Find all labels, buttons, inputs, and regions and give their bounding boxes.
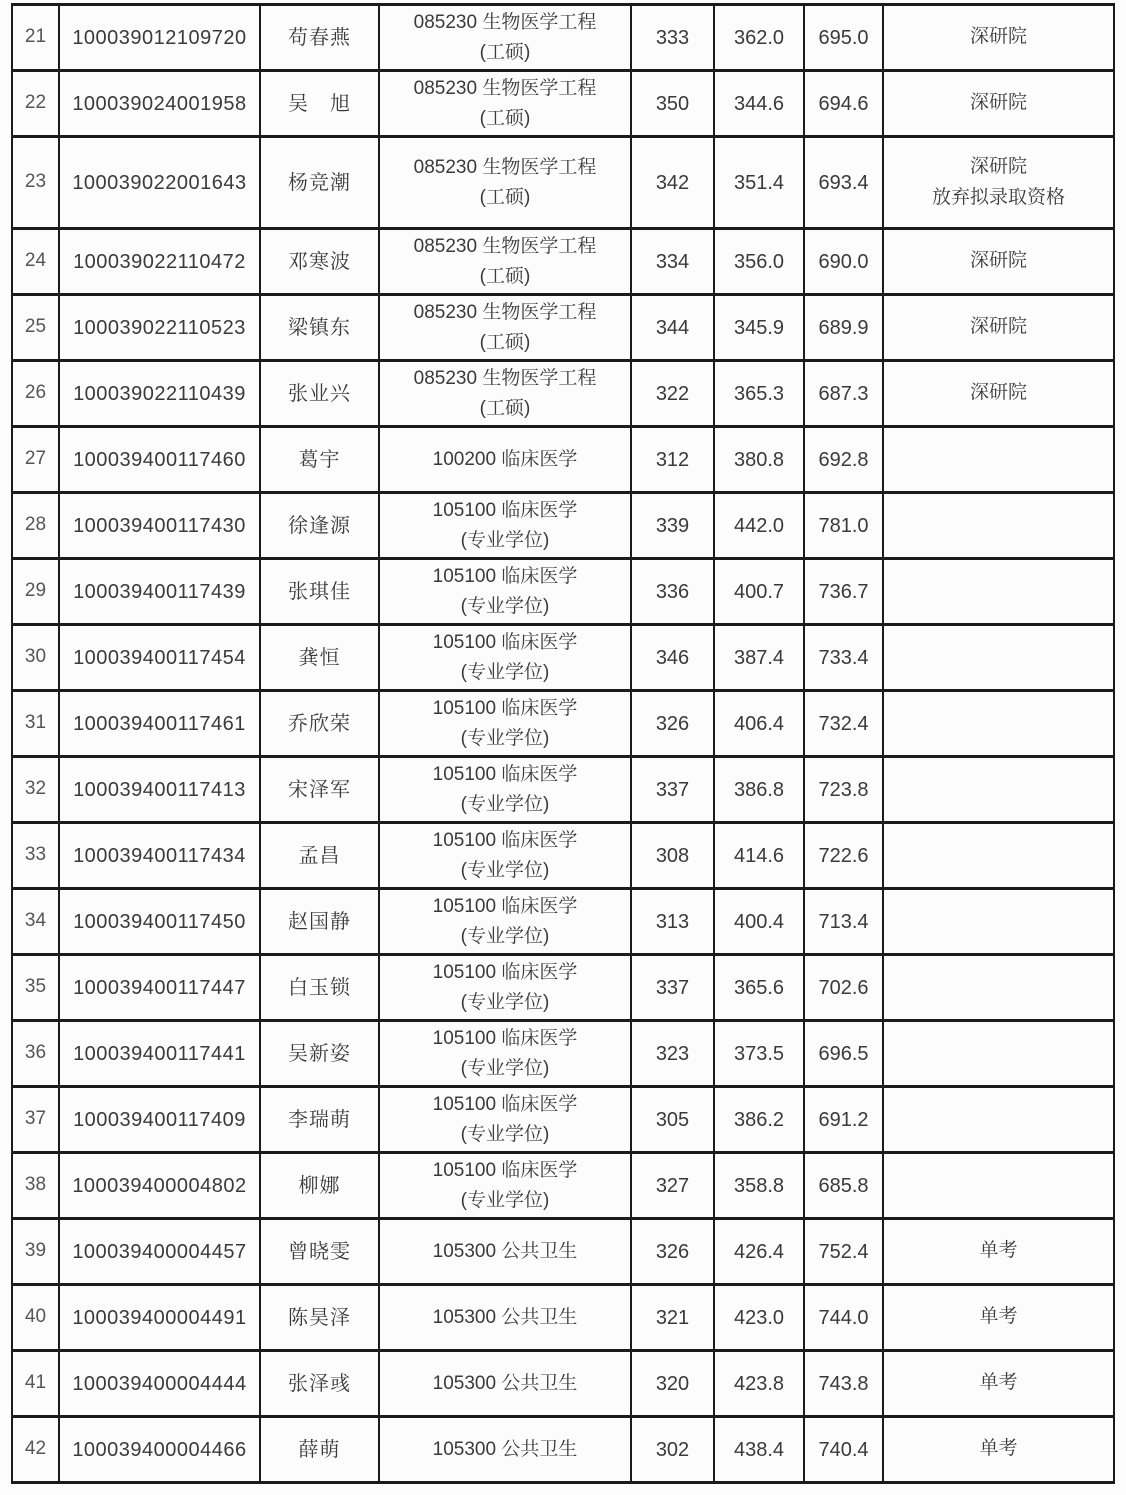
cell-retest-score: 400.7 [714,559,804,625]
cell-total-score: 781.0 [804,493,883,559]
cell-remark [883,559,1114,625]
cell-candidate-id: 100039024001958 [59,71,260,137]
cell-remark: 深研院 [883,361,1114,427]
cell-initial-score: 342 [631,137,714,229]
cell-row-number: 31 [12,691,59,757]
cell-major-program: 105100 临床医学 (专业学位) [379,559,631,625]
cell-row-number: 32 [12,757,59,823]
cell-row-number: 41 [12,1351,59,1417]
cell-remark [883,691,1114,757]
cell-retest-score: 438.4 [714,1417,804,1483]
cell-candidate-name: 徐逢源 [260,493,379,559]
cell-remark [883,1153,1114,1219]
cell-initial-score: 313 [631,889,714,955]
cell-major-program: 105100 临床医学 (专业学位) [379,823,631,889]
cell-major-program: 105100 临床医学 (专业学位) [379,1153,631,1219]
table-row [12,823,1114,889]
cell-initial-score: 302 [631,1417,714,1483]
cell-total-score: 690.0 [804,229,883,295]
cell-candidate-id: 100039400117447 [59,955,260,1021]
cell-row-number: 28 [12,493,59,559]
cell-major-program: 105100 临床医学 (专业学位) [379,757,631,823]
cell-candidate-id: 100039400004491 [59,1285,260,1351]
cell-candidate-name: 李瑞萌 [260,1087,379,1153]
cell-major-program: 085230 生物医学工程 (工硕) [379,229,631,295]
table-row [12,757,1114,823]
cell-row-number: 38 [12,1153,59,1219]
table-row [12,1021,1114,1087]
cell-remark [883,427,1114,493]
cell-remark: 单考 [883,1285,1114,1351]
cell-row-number: 35 [12,955,59,1021]
cell-row-number: 25 [12,295,59,361]
cell-candidate-id: 100039022110472 [59,229,260,295]
cell-candidate-id: 100039400004802 [59,1153,260,1219]
cell-major-program: 105100 临床医学 (专业学位) [379,625,631,691]
cell-retest-score: 400.4 [714,889,804,955]
cell-candidate-id: 100039022110439 [59,361,260,427]
cell-initial-score: 308 [631,823,714,889]
admission-score-table [11,3,1115,1484]
cell-row-number: 23 [12,137,59,229]
cell-candidate-name: 梁镇东 [260,295,379,361]
cell-retest-score: 380.8 [714,427,804,493]
cell-total-score: 722.6 [804,823,883,889]
table-row [12,427,1114,493]
admission-table-body [12,5,1114,1483]
cell-total-score: 694.6 [804,71,883,137]
cell-remark: 单考 [883,1351,1114,1417]
table-row [12,1219,1114,1285]
table-row [12,493,1114,559]
table-row [12,229,1114,295]
cell-candidate-id: 100039400004466 [59,1417,260,1483]
cell-retest-score: 373.5 [714,1021,804,1087]
cell-major-program: 105100 临床医学 (专业学位) [379,955,631,1021]
cell-retest-score: 365.3 [714,361,804,427]
cell-candidate-name: 张泽彧 [260,1351,379,1417]
cell-row-number: 30 [12,625,59,691]
cell-initial-score: 327 [631,1153,714,1219]
cell-remark [883,823,1114,889]
cell-major-program: 105100 临床医学 (专业学位) [379,889,631,955]
cell-major-program: 085230 生物医学工程 (工硕) [379,137,631,229]
cell-major-program: 105100 临床医学 (专业学位) [379,691,631,757]
table-row [12,1417,1114,1483]
cell-total-score: 736.7 [804,559,883,625]
cell-retest-score: 387.4 [714,625,804,691]
cell-retest-score: 356.0 [714,229,804,295]
table-row [12,955,1114,1021]
cell-total-score: 713.4 [804,889,883,955]
table-row [12,1285,1114,1351]
cell-initial-score: 320 [631,1351,714,1417]
cell-retest-score: 365.6 [714,955,804,1021]
cell-row-number: 26 [12,361,59,427]
table-row [12,361,1114,427]
cell-row-number: 29 [12,559,59,625]
cell-candidate-name: 张业兴 [260,361,379,427]
cell-major-program: 085230 生物医学工程 (工硕) [379,295,631,361]
cell-row-number: 39 [12,1219,59,1285]
table-row [12,295,1114,361]
cell-candidate-id: 100039012109720 [59,5,260,71]
table-row [12,1153,1114,1219]
cell-major-program: 105300 公共卫生 [379,1285,631,1351]
cell-row-number: 22 [12,71,59,137]
cell-remark [883,955,1114,1021]
cell-retest-score: 358.8 [714,1153,804,1219]
cell-remark [883,757,1114,823]
cell-initial-score: 339 [631,493,714,559]
cell-remark: 深研院 [883,71,1114,137]
cell-row-number: 27 [12,427,59,493]
cell-candidate-name: 杨竞潮 [260,137,379,229]
cell-row-number: 34 [12,889,59,955]
cell-remark: 深研院 [883,229,1114,295]
cell-candidate-id: 100039400117409 [59,1087,260,1153]
table-row [12,137,1114,229]
cell-candidate-name: 乔欣荣 [260,691,379,757]
table-row [12,1351,1114,1417]
cell-retest-score: 426.4 [714,1219,804,1285]
cell-initial-score: 322 [631,361,714,427]
cell-major-program: 085230 生物医学工程 (工硕) [379,361,631,427]
cell-retest-score: 344.6 [714,71,804,137]
cell-retest-score: 423.0 [714,1285,804,1351]
cell-candidate-id: 100039400117460 [59,427,260,493]
cell-row-number: 40 [12,1285,59,1351]
cell-major-program: 105100 临床医学 (专业学位) [379,1087,631,1153]
cell-candidate-name: 白玉锁 [260,955,379,1021]
cell-remark: 深研院 [883,5,1114,71]
cell-remark: 深研院 放弃拟录取资格 [883,137,1114,229]
cell-total-score: 687.3 [804,361,883,427]
cell-total-score: 743.8 [804,1351,883,1417]
cell-candidate-id: 100039400117413 [59,757,260,823]
cell-total-score: 696.5 [804,1021,883,1087]
cell-remark: 深研院 [883,295,1114,361]
cell-total-score: 740.4 [804,1417,883,1483]
cell-candidate-id: 100039400117430 [59,493,260,559]
cell-total-score: 695.0 [804,5,883,71]
cell-initial-score: 305 [631,1087,714,1153]
cell-remark [883,889,1114,955]
table-row [12,559,1114,625]
cell-candidate-id: 100039022110523 [59,295,260,361]
cell-initial-score: 312 [631,427,714,493]
cell-retest-score: 442.0 [714,493,804,559]
cell-remark [883,1087,1114,1153]
cell-major-program: 105300 公共卫生 [379,1219,631,1285]
cell-total-score: 693.4 [804,137,883,229]
cell-candidate-name: 孟昌 [260,823,379,889]
cell-major-program: 105300 公共卫生 [379,1351,631,1417]
cell-remark: 单考 [883,1219,1114,1285]
cell-total-score: 744.0 [804,1285,883,1351]
cell-candidate-name: 葛宇 [260,427,379,493]
cell-candidate-id: 100039400117450 [59,889,260,955]
table-row [12,1087,1114,1153]
cell-initial-score: 336 [631,559,714,625]
cell-retest-score: 345.9 [714,295,804,361]
cell-retest-score: 406.4 [714,691,804,757]
cell-initial-score: 344 [631,295,714,361]
cell-total-score: 733.4 [804,625,883,691]
table-row [12,5,1114,71]
cell-major-program: 105100 临床医学 (专业学位) [379,1021,631,1087]
cell-total-score: 685.8 [804,1153,883,1219]
cell-candidate-id: 100039400117434 [59,823,260,889]
cell-candidate-name: 薛萌 [260,1417,379,1483]
cell-retest-score: 414.6 [714,823,804,889]
cell-candidate-name: 柳娜 [260,1153,379,1219]
cell-candidate-name: 曾晓雯 [260,1219,379,1285]
cell-major-program: 100200 临床医学 [379,427,631,493]
cell-remark [883,493,1114,559]
cell-remark [883,1021,1114,1087]
cell-candidate-id: 100039400117461 [59,691,260,757]
cell-candidate-name: 吴新姿 [260,1021,379,1087]
table-row [12,71,1114,137]
cell-candidate-name: 吴 旭 [260,71,379,137]
cell-initial-score: 321 [631,1285,714,1351]
cell-remark: 单考 [883,1417,1114,1483]
cell-candidate-name: 赵国静 [260,889,379,955]
cell-row-number: 21 [12,5,59,71]
cell-retest-score: 351.4 [714,137,804,229]
cell-candidate-name: 龚恒 [260,625,379,691]
cell-major-program: 085230 生物医学工程 (工硕) [379,5,631,71]
table-row [12,889,1114,955]
cell-row-number: 24 [12,229,59,295]
cell-initial-score: 333 [631,5,714,71]
cell-total-score: 732.4 [804,691,883,757]
cell-candidate-name: 张琪佳 [260,559,379,625]
cell-remark [883,625,1114,691]
cell-candidate-id: 100039400117454 [59,625,260,691]
cell-row-number: 33 [12,823,59,889]
cell-total-score: 692.8 [804,427,883,493]
cell-total-score: 689.9 [804,295,883,361]
table-row [12,691,1114,757]
cell-total-score: 723.8 [804,757,883,823]
cell-initial-score: 323 [631,1021,714,1087]
cell-major-program: 085230 生物医学工程 (工硕) [379,71,631,137]
cell-row-number: 37 [12,1087,59,1153]
cell-total-score: 752.4 [804,1219,883,1285]
cell-candidate-id: 100039400117441 [59,1021,260,1087]
cell-candidate-id: 100039022001643 [59,137,260,229]
cell-retest-score: 386.2 [714,1087,804,1153]
cell-candidate-id: 100039400117439 [59,559,260,625]
cell-major-program: 105100 临床医学 (专业学位) [379,493,631,559]
cell-initial-score: 337 [631,955,714,1021]
cell-candidate-name: 邓寒波 [260,229,379,295]
cell-candidate-name: 陈昊泽 [260,1285,379,1351]
cell-candidate-name: 苟春燕 [260,5,379,71]
cell-retest-score: 423.8 [714,1351,804,1417]
cell-retest-score: 362.0 [714,5,804,71]
cell-total-score: 691.2 [804,1087,883,1153]
cell-total-score: 702.6 [804,955,883,1021]
cell-initial-score: 346 [631,625,714,691]
cell-initial-score: 334 [631,229,714,295]
cell-row-number: 42 [12,1417,59,1483]
cell-major-program: 105300 公共卫生 [379,1417,631,1483]
cell-initial-score: 337 [631,757,714,823]
cell-retest-score: 386.8 [714,757,804,823]
cell-initial-score: 326 [631,691,714,757]
cell-row-number: 36 [12,1021,59,1087]
cell-initial-score: 326 [631,1219,714,1285]
table-row [12,625,1114,691]
cell-candidate-id: 100039400004444 [59,1351,260,1417]
cell-candidate-id: 100039400004457 [59,1219,260,1285]
cell-initial-score: 350 [631,71,714,137]
cell-candidate-name: 宋泽军 [260,757,379,823]
